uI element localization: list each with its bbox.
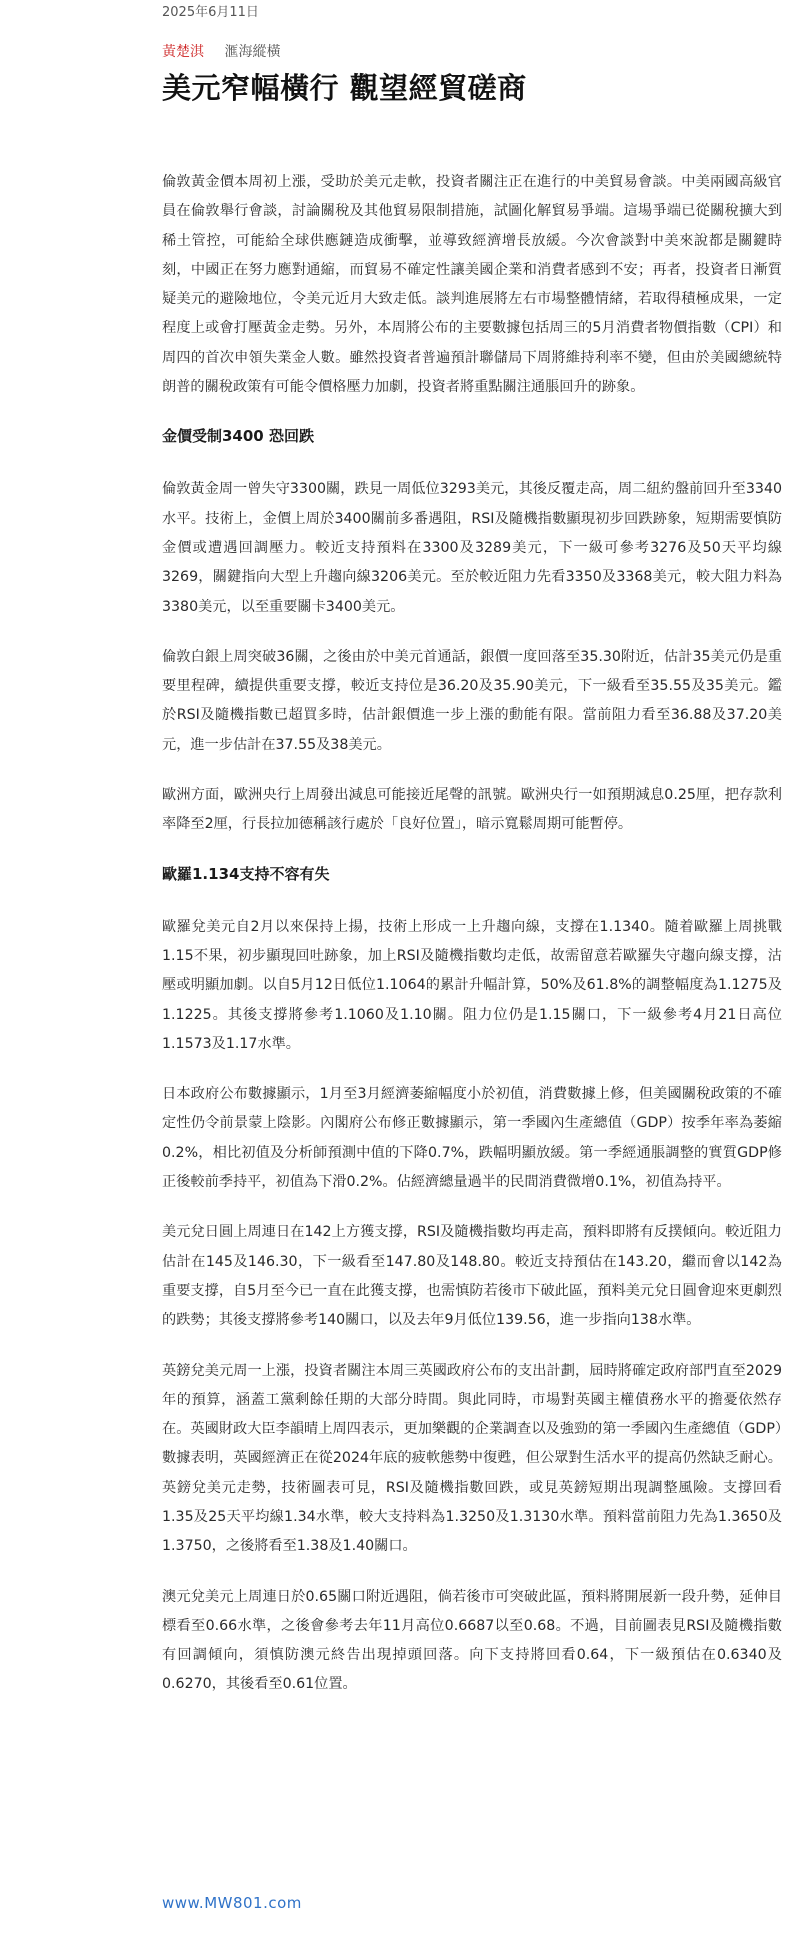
source-link[interactable]: www.MW801.com (162, 1894, 302, 1912)
paragraph: 英鎊兌美元周一上漲，投資者關注本周三英國政府公布的支出計劃，屆時將確定政府部門直至2029年的預算，涵蓋工黨剩餘任期的大部分時間。與此同時，市場對英國主權債務水平的擔憂依然存在。英國財政大臣李韻晴上周四表示，更加樂觀的企業調查以及強勁的第一季國內生產總值（GDP）數據表明，英國經濟正在從2024年底的疲軟態勢中復甦，但公眾對生活水平的提高仍然缺乏耐心。英鎊兌美元走勢，技術圖表可見，RSI及隨機指數回跌，或見英鎊短期出現調整風險。支撐回看1.35及25天平均線1.34水準，較大支持料為1.3250及1.3130水準。預料當前阻力先為1.3650及1.3750，之後將看至1.38及1.40關口。 (162, 1362, 782, 1555)
column-name[interactable]: 滙海縱橫 (224, 44, 281, 60)
paragraph: 澳元兌美元上周連日於0.65關口附近遇阻，倘若後市可突破此區，預料將開展新一段升勢，延伸目標看至0.66水準，之後會參考去年11月高位0.6687以至0.68。不過，目前圖表見RSI及隨機指數有回調傾向，須慎防澳元終告出現掉頭回落。向下支持將回看0.64，下一級預估在0.6340及0.6270，其後看至0.61位置。 (162, 1588, 782, 1693)
section-heading: 金價受制3400 恐回跌 (162, 427, 314, 446)
paragraph: 歐羅兌美元自2月以來保持上揚，技術上形成一上升趨向線，支撐在1.1340。隨着歐羅上周挑戰1.15不果，初步顯現回吐跡象，加上RSI及隨機指數均走低，故需留意若歐羅失守趨向線支撐，沽壓或明顯加劇。以自5月12日低位1.1064的累計升幅計算，50%及61.8%的調整幅度為1.1275及1.1225。其後支撐將參考1.1060及1.10關。阻力位仍是1.15關口，下一級參考4月21日高位1.1573及1.17水準。 (162, 918, 782, 1052)
paragraph: 日本政府公布數據顯示，1月至3月經濟萎縮幅度小於初值，消費數據上修，但美國關稅政策的不確定性仍令前景蒙上陰影。內閣府公布修正數據顯示，第一季國內生產總值（GDP）按季年率為萎縮0.2%，相比初值及分析師預測中值的下降0.7%，跌幅明顯放緩。第一季經通脹調整的實質GDP修正後較前季持平，初值為下滑0.2%。佔經濟總量過半的民間消費微增0.1%，初值為持平。 (162, 1086, 782, 1191)
paragraph: 倫敦黃金價本周初上漲，受助於美元走軟，投資者關注正在進行的中美貿易會談。中美兩國高級官員在倫敦舉行會談，討論關稅及其他貿易限制措施，試圖化解貿易爭端。這場爭端已從關稅擴大到稀土管控，可能給全球供應鏈造成衝擊，並導致經濟增長放緩。今次會談對中美來說都是關鍵時刻，中國正在努力應對通縮，而貿易不確定性讓美國企業和消費者感到不安；再者，投資者日漸質疑美元的避險地位，令美元近月大致走低。談判進展將左右市場整體情緒，若取得積極成果，一定程度上或會打壓黃金走勢。另外，本周將公布的主要數據包括周三的5月消費者物價指數（CPI）和周四的首次申領失業金人數。雖然投資者普遍預計聯儲局下周將維持利率不變，但由於美國總統特朗普的關稅政策有可能令價格壓力加劇，投資者將重點關注通脹回升的跡象。 (162, 174, 782, 396)
paragraph: 歐洲方面，歐洲央行上周發出減息可能接近尾聲的訊號。歐洲央行一如預期減息0.25厘，把存款利率降至2厘，行長拉加德稱該行處於「良好位置」，暗示寬鬆周期可能暫停。 (162, 787, 782, 833)
paragraph: 倫敦黃金周一曾失守3300關，跌見一周低位3293美元，其後反覆走高，周二紐約盤前回升至3340水平。技術上，金價上周於3400關前多番遇阻，RSI及隨機指數顯現初步回跌跡象，短期需要慎防金價或遭遇回調壓力。較近支持預料在3300及3289美元，下一級可參考3276及50天平均線3269，關鍵指向大型上升趨向線3206美元。至於較近阻力先看3350及3368美元，較大阻力料為3380美元，以至重要關卡3400美元。 (162, 481, 782, 615)
paragraph: 美元兌日圓上周連日在142上方獲支撐，RSI及隨機指數均再走高，預料即將有反撲傾向。較近阻力估計在145及146.30，下一級看至147.80及148.80。較近支持預估在143.20，繼而會以142為重要支撐，自5月至今已一直在此獲支撐，也需慎防若後市下破此區，預料美元兌日圓會迎來更劇烈的跌勢；其後支撐將參考140關口，以及去年9月低位139.56，進一步指向138水準。 (162, 1224, 782, 1329)
byline (162, 42, 782, 62)
article-body (162, 168, 782, 1700)
article (162, 4, 782, 1912)
section-heading: 歐羅1.134支持不容有失 (162, 864, 330, 883)
author-name[interactable]: 黃楚淇 (162, 44, 204, 60)
paragraph: 倫敦白銀上周突破36關，之後由於中美元首通話，銀價一度回落至35.30附近，估計35美元仍是重要里程碑，續提供重要支撐，較近支持位是36.20及35.90美元，下一級看至35.55及35美元。鑑於RSI及隨機指數已超買多時，估計銀價進一步上漲的動能有限。當前阻力看至36.88及37.20美元，進一步估計在37.55及38美元。 (162, 648, 782, 753)
publish-date: 2025年6月11日 (162, 5, 259, 20)
article-title: 美元窄幅橫行 觀望經貿磋商 (162, 71, 527, 105)
